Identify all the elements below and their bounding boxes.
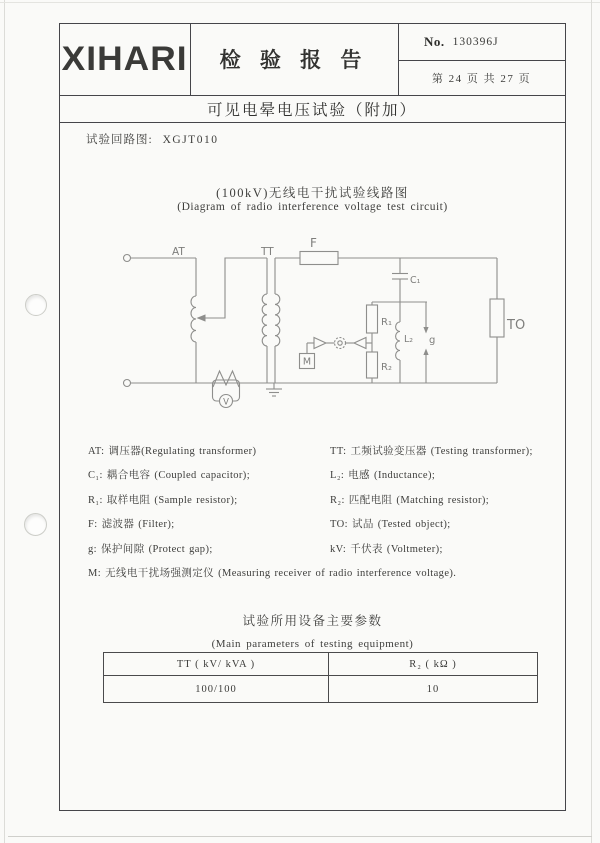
- terminal-top-icon: [124, 255, 131, 262]
- testing-transformer-icon: [262, 258, 280, 383]
- label-v: V: [223, 397, 229, 408]
- label-at: AT: [172, 246, 185, 258]
- matching-resistor-icon: [367, 352, 378, 383]
- company-logo: XIHARI: [61, 39, 188, 78]
- legend-tt: TT: 工频试验变压器 (Testing transformer);: [330, 446, 533, 457]
- filter-icon: [300, 252, 338, 265]
- legend-r1: R₁: 取样电阻 (Sample resistor);: [88, 495, 238, 506]
- report-no-label: No.: [424, 33, 445, 49]
- label-g: g: [429, 335, 436, 346]
- binding-hole: [25, 294, 47, 316]
- diagram-title-cn: (100kV)无线电干扰试验线路图: [216, 186, 409, 200]
- report-title-cell: [190, 23, 398, 95]
- paper-edge-left: [4, 0, 5, 843]
- circuit-ref-value: XGJT010: [162, 134, 219, 146]
- report-no-cell: [398, 23, 591, 60]
- equipment-title-en: (Main parameters of testing equipment): [211, 638, 414, 650]
- terminal-bottom-icon: [124, 380, 131, 387]
- test-object-icon: [490, 299, 504, 337]
- equipment-table: [103, 652, 538, 703]
- paper-edge-top: [0, 2, 600, 3]
- sample-resistor-icon: [367, 302, 378, 333]
- subtitle-cell: [59, 95, 565, 122]
- label-tt: TT: [261, 246, 274, 258]
- label-f: F: [310, 236, 317, 250]
- coupling-capacitor-icon: [392, 258, 408, 302]
- binding-hole: [24, 513, 47, 536]
- equipment-cell: 100/100: [104, 676, 329, 702]
- page-info: 第 24 页 共 27 页: [431, 72, 532, 85]
- label-l2: L₂: [404, 334, 414, 345]
- equipment-col-header: R₂ ( kΩ ): [329, 653, 537, 676]
- inductance-icon: [396, 302, 400, 383]
- equipment-cell: 10: [426, 683, 440, 695]
- label-r2: R₂: [381, 362, 392, 373]
- page-info-cell: [398, 60, 565, 95]
- protect-gap-icon: [423, 302, 428, 383]
- legend-g: g: 保护间隙 (Protect gap);: [88, 544, 213, 555]
- equipment-title-cn: 试验所用设备主要参数: [242, 614, 383, 628]
- report-no-value: 130396J: [452, 35, 499, 48]
- legend-at: AT: 调压器(Regulating transformer): [88, 446, 257, 457]
- paper-edge-right: [591, 0, 592, 843]
- paper-edge-bottom: [8, 836, 592, 837]
- label-r1: R₁: [381, 317, 392, 328]
- logo-cell: [59, 23, 190, 95]
- circuit-ref-label: 试验回路图:: [86, 134, 153, 146]
- test-subtitle: 可见电晕电压试验（附加）: [206, 101, 417, 119]
- coax-link-icon: [307, 338, 372, 349]
- diagram-title-en: (Diagram of radio interference voltage test circuit): [177, 201, 448, 213]
- label-to: TO: [507, 318, 526, 333]
- report-title: 检 验 报 告: [219, 48, 369, 72]
- legend-m: M: 无线电干扰场强测定仪 (Measuring receiver of radio interference voltage).: [88, 568, 457, 579]
- legend-to: TO: 试品 (Tested object);: [330, 519, 451, 530]
- label-m: M: [302, 356, 312, 368]
- legend-c1: C₁: 耦合电容 (Coupled capacitor);: [88, 470, 251, 481]
- legend-l2: L₂: 电感 (Inductance);: [330, 470, 436, 481]
- legend-kv: kV: 千伏表 (Voltmeter);: [330, 544, 443, 555]
- label-c1: C₁: [410, 275, 421, 286]
- circuit-diagram: [100, 230, 540, 420]
- circuit-ref-line: [86, 131, 218, 147]
- ground-icon: [266, 383, 282, 396]
- regulating-transformer-icon: [191, 258, 267, 383]
- legend-r2: R₂: 匹配电阻 (Matching resistor);: [330, 495, 490, 506]
- legend-f: F: 滤波器 (Filter);: [88, 519, 175, 530]
- equipment-col-header: TT ( kV/ kVA ): [104, 653, 329, 676]
